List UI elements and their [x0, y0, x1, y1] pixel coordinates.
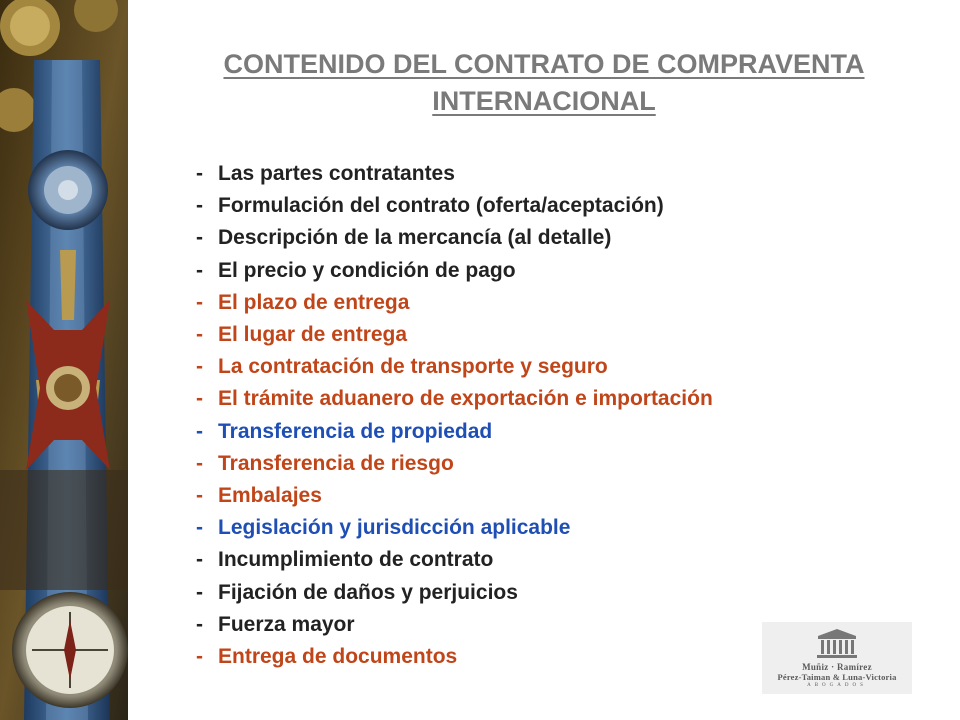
- list-bullet: -: [196, 258, 203, 282]
- law-firm-logo: [762, 622, 912, 694]
- list-item: [196, 609, 713, 641]
- list-item-text: Embalajes: [218, 484, 322, 508]
- contract-contents-list: [196, 158, 713, 673]
- list-item-text: Entrega de documentos: [218, 645, 458, 669]
- list-item-text: Fuerza mayor: [218, 612, 355, 636]
- list-item-text: Incumplimiento de contrato: [218, 548, 494, 572]
- list-item: [196, 287, 713, 319]
- list-bullet: -: [196, 355, 203, 379]
- list-bullet: -: [196, 451, 203, 475]
- columns-building-icon: [816, 628, 858, 660]
- list-item-text: El trámite aduanero de exportación e importación: [218, 387, 713, 411]
- list-item-text: El precio y condición de pago: [218, 258, 516, 282]
- decorative-medals-photo: [0, 0, 128, 720]
- list-bullet: -: [196, 580, 203, 604]
- list-bullet: -: [196, 419, 203, 443]
- title-line-2: INTERNACIONAL: [432, 86, 656, 116]
- list-bullet: -: [196, 323, 203, 347]
- list-bullet: -: [196, 516, 203, 540]
- list-item: [196, 512, 713, 544]
- list-item: [196, 383, 713, 415]
- list-item-text: Fijación de daños y perjuicios: [218, 580, 518, 604]
- list-item-text: La contratación de transporte y seguro: [218, 355, 608, 379]
- list-item-text: Transferencia de propiedad: [218, 419, 493, 443]
- list-bullet: -: [196, 194, 203, 218]
- logo-line-3: ABOGADOS: [807, 683, 867, 688]
- list-bullet: -: [196, 226, 203, 250]
- list-item-text: Legislación y jurisdicción aplicable: [218, 516, 571, 540]
- list-item: [196, 222, 713, 254]
- list-item: [196, 190, 713, 222]
- list-bullet: -: [196, 162, 203, 185]
- list-item: [196, 416, 713, 448]
- list-bullet: -: [196, 484, 203, 508]
- list-item: [196, 351, 713, 383]
- list-item: [196, 577, 713, 609]
- list-item-text: Descripción de la mercancía (al detalle): [218, 226, 612, 250]
- slide-title: [140, 46, 948, 120]
- list-item: [196, 255, 713, 287]
- list-item-text: El lugar de entrega: [218, 323, 408, 347]
- list-item: [196, 544, 713, 576]
- title-line-1: CONTENIDO DEL CONTRATO DE COMPRAVENTA: [223, 49, 865, 79]
- list-bullet: -: [196, 645, 203, 669]
- list-item-text: Las partes contratantes: [218, 162, 455, 185]
- list-item-text: El plazo de entrega: [218, 290, 410, 314]
- list-item: [196, 448, 713, 480]
- list-bullet: -: [196, 290, 203, 314]
- list-item-text: Transferencia de riesgo: [218, 451, 454, 475]
- list-item: [196, 641, 713, 673]
- list-item: [196, 480, 713, 512]
- list-item: [196, 158, 713, 190]
- logo-line-1: Muñiz · Ramírez: [802, 662, 872, 672]
- list-item: [196, 319, 713, 351]
- list-item-text: Formulación del contrato (oferta/aceptación): [218, 194, 664, 218]
- list-bullet: -: [196, 387, 203, 411]
- list-bullet: -: [196, 548, 203, 572]
- logo-line-2: Pérez-Taiman & Luna-Victoria: [777, 672, 897, 682]
- list-bullet: -: [196, 612, 203, 636]
